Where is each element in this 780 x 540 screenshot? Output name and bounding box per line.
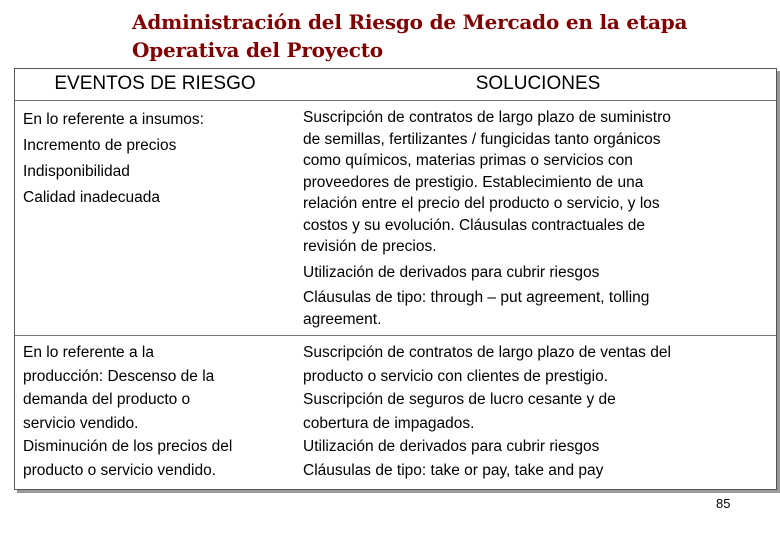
event-line: producto o servicio vendido.: [23, 461, 217, 479]
row-1-events: [23, 107, 293, 211]
solution-line: Suscripción de contratos de largo plazo de ventas del: [303, 344, 671, 361]
solution-line: cobertura de impagados.: [303, 414, 475, 432]
row-1-solutions: [303, 107, 771, 330]
event-line: Calidad inadecuada: [23, 189, 161, 206]
header-solutions: SOLUCIONES: [475, 73, 601, 94]
solution-line: costos y su evolución. Cláusulas contractuales de: [303, 216, 646, 234]
event-line: En lo referente a la: [23, 344, 154, 361]
slide-title: [132, 8, 752, 64]
solution-line: Utilización de derivados para cubrir riesgos: [303, 263, 600, 281]
risk-table: [14, 68, 777, 490]
event-line: En lo referente a insumos:: [23, 111, 204, 128]
solution-line: producto o servicio con clientes de prestigio.: [303, 367, 608, 385]
title-line-2: Operativa del Proyecto: [132, 38, 383, 62]
solution-line: Utilización de derivados para cubrir riesgos: [303, 438, 600, 455]
solution-line: Suscripción de seguros de lucro cesante y de: [303, 391, 616, 408]
event-line: servicio vendido.: [23, 414, 139, 432]
header-risk-events: EVENTOS DE RIESGO: [54, 73, 256, 94]
solution-line: relación entre el precio del producto o servicio, y los: [303, 195, 660, 212]
event-line: Incremento de precios: [23, 137, 177, 154]
solution-line: como químicos, materias primas o servicios con: [303, 152, 633, 169]
solution-line: Cláusulas de tipo: take or pay, take and pay: [303, 461, 604, 479]
solution-line: Suscripción de contratos de largo plazo de suministro: [303, 109, 671, 126]
event-line: Disminución de los precios del: [23, 438, 233, 455]
row-2-events: [23, 341, 303, 482]
solution-line: agreement.: [303, 310, 382, 328]
row-2-solutions: [303, 341, 771, 482]
solution-line: de semillas, fertilizantes / fungicidas tanto orgánicos: [303, 130, 661, 148]
title-line-1: Administración del Riesgo de Mercado en la etapa: [132, 10, 688, 34]
event-line: Indisponibilidad: [23, 163, 130, 180]
event-line: demanda del producto o: [23, 391, 191, 408]
row-divider: [15, 335, 776, 336]
event-line: producción: Descenso de la: [23, 367, 215, 385]
solution-line: Cláusulas de tipo: through – put agreement, tolling: [303, 289, 650, 306]
page-number: 85: [716, 496, 731, 511]
solution-line: proveedores de prestigio. Establecimiento de una: [303, 173, 644, 191]
header-divider: [15, 100, 776, 101]
solution-line: revisión de precios.: [303, 238, 437, 255]
